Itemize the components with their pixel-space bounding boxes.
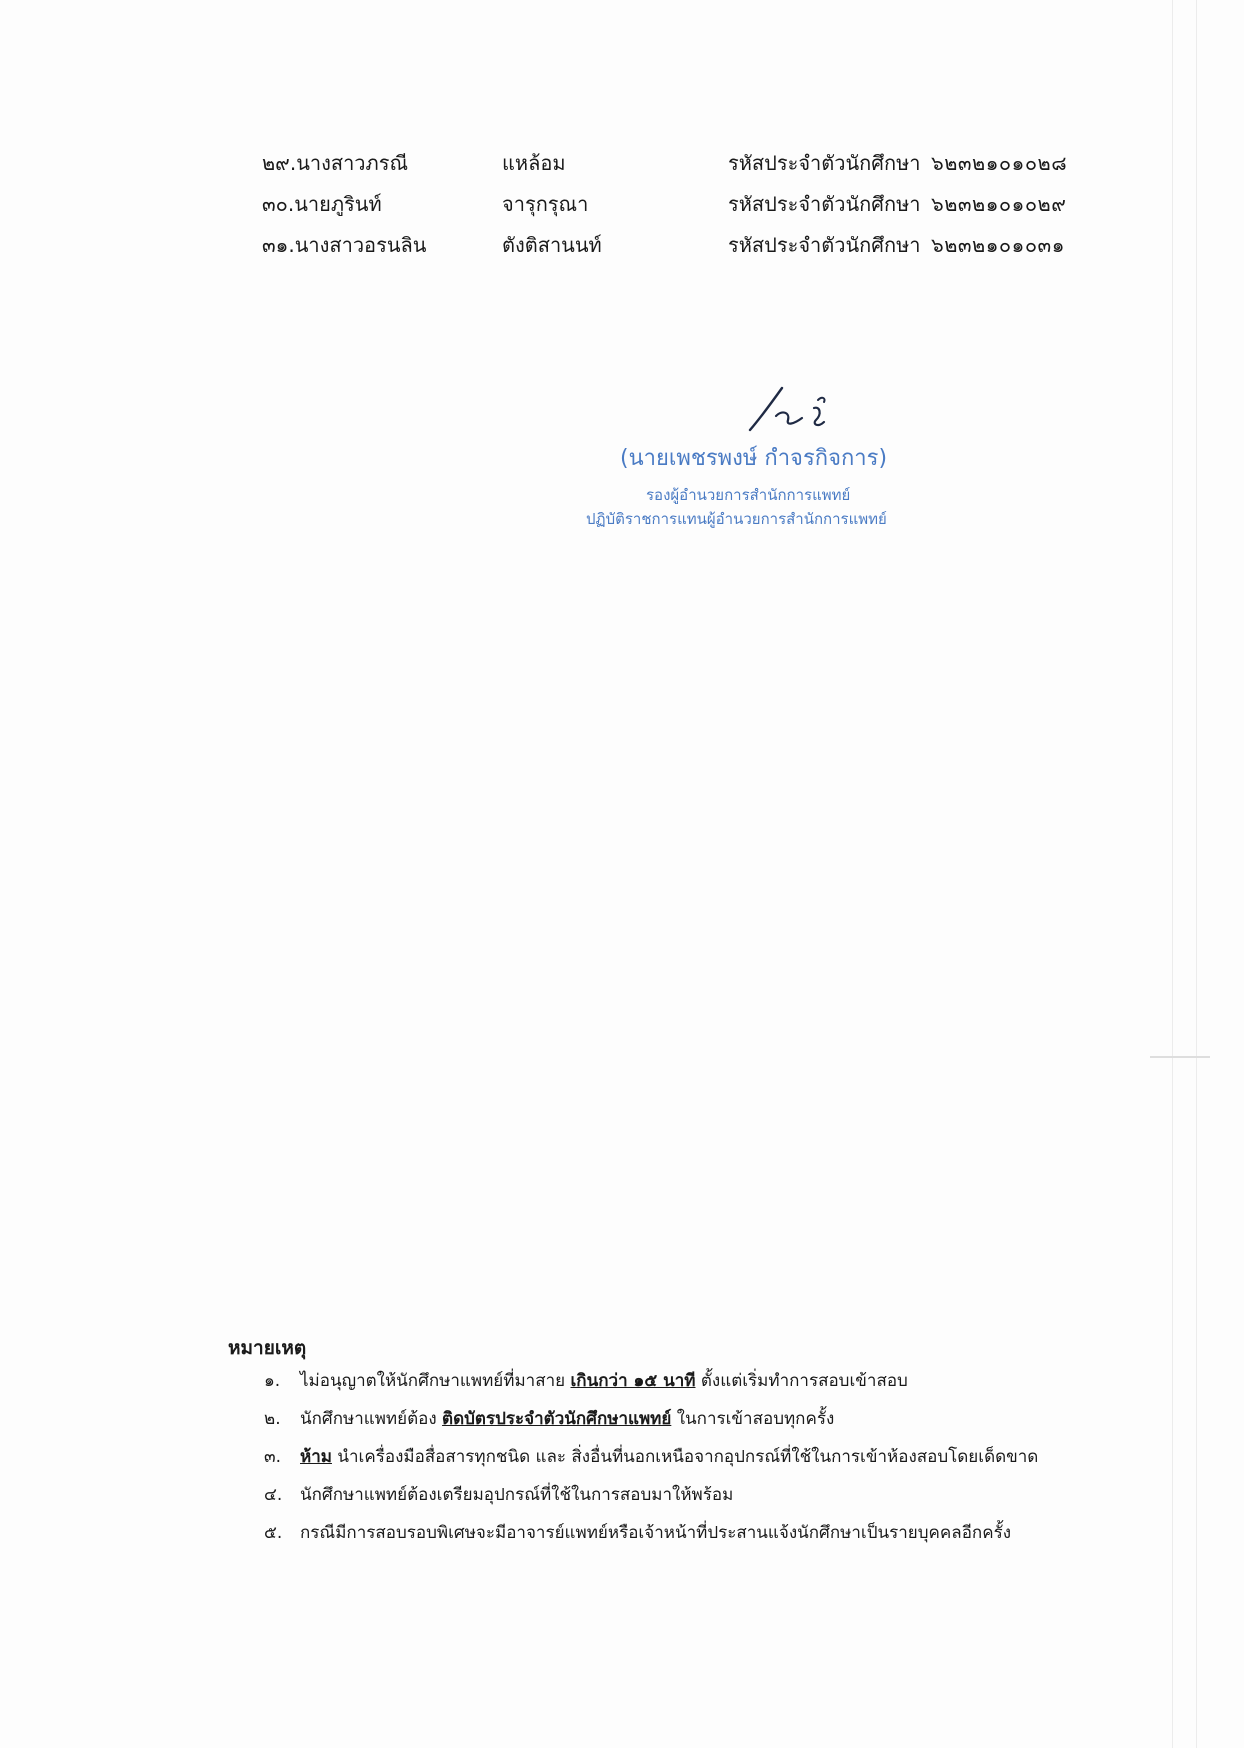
student-surname: แหล้อม	[502, 151, 566, 175]
student-row	[262, 189, 1102, 230]
remark-item	[264, 1404, 1124, 1442]
remarks-list	[264, 1366, 1124, 1556]
remark-emphasis: ติดบัตรประจำตัวนักศึกษาแพทย์	[442, 1409, 672, 1429]
remark-number: ๒.	[264, 1409, 281, 1429]
student-list	[262, 148, 1102, 271]
remarks-heading: หมายเหตุ	[228, 1337, 307, 1359]
signer-name: (นายเพชรพงษ์ กำจรกิจการ)	[620, 446, 888, 471]
remark-item	[264, 1366, 1124, 1404]
remark-number: ๕.	[264, 1523, 283, 1543]
handwritten-signature	[710, 372, 850, 438]
student-id-label: รหัสประจำตัวนักศึกษา	[728, 151, 921, 175]
student-name: ๓๑.นางสาวอรนลิน	[262, 233, 427, 257]
student-id-label: รหัสประจำตัวนักศึกษา	[728, 233, 921, 257]
remark-number: ๓.	[264, 1447, 282, 1467]
scan-edge-line	[1172, 0, 1173, 1748]
scan-edge-line	[1196, 0, 1197, 1748]
signer-acting-title: ปฏิบัติราชการแทนผู้อำนวยการสำนักการแพทย์	[586, 510, 887, 528]
remark-text	[300, 1404, 834, 1434]
student-id-number: ๖๒๓๒๑๐๑๐๒๘	[931, 151, 1068, 175]
remark-number: ๑.	[264, 1371, 281, 1391]
remark-text-after: นำเครื่องมือสื่อสารทุกชนิด และ สิ่งอื่นที่นอกเหนือจากอุปกรณ์ที่ใช้ในการเข้าห้องสอบโดยเด็ดขาด	[337, 1447, 1039, 1467]
remark-text-after: ในการเข้าสอบทุกครั้ง	[676, 1409, 835, 1429]
remark-emphasis: เกินกว่า ๑๕ นาที	[570, 1371, 696, 1391]
signer-title: รองผู้อำนวยการสำนักการแพทย์	[646, 486, 851, 504]
remark-text	[300, 1366, 908, 1396]
student-name: ๒๙.นางสาวภรณี	[262, 151, 409, 175]
student-id-number: ๖๒๓๒๑๐๑๐๒๙	[931, 192, 1067, 216]
student-surname: ตังติสานนท์	[502, 233, 602, 257]
remark-item	[264, 1442, 1124, 1480]
remark-text-before: ไม่อนุญาตให้นักศึกษาแพทย์ที่มาสาย	[300, 1371, 566, 1391]
remark-text: กรณีมีการสอบรอบพิเศษจะมีอาจารย์แพทย์หรือเจ้าหน้าที่ประสานแจ้งนักศึกษาเป็นรายบุคคลอีกครั้ง	[300, 1523, 1012, 1543]
scan-mark	[1150, 1056, 1210, 1058]
student-name: ๓๐.นายภูรินท์	[262, 192, 382, 216]
student-id-number: ๖๒๓๒๑๐๑๐๓๑	[931, 233, 1065, 257]
remark-text-before: นักศึกษาแพทย์ต้อง	[300, 1409, 437, 1429]
remark-emphasis: ห้าม	[300, 1447, 332, 1467]
remark-item	[264, 1518, 1124, 1556]
remark-number: ๔.	[264, 1485, 283, 1505]
remark-item	[264, 1480, 1124, 1518]
remark-text	[300, 1442, 1038, 1472]
student-surname: จารุกรุณา	[502, 192, 589, 216]
signature-block	[560, 372, 1000, 528]
remark-text: นักศึกษาแพทย์ต้องเตรียมอุปกรณ์ที่ใช้ในการสอบมาให้พร้อม	[300, 1485, 734, 1505]
student-row	[262, 230, 1102, 271]
student-row	[262, 148, 1102, 189]
remark-text-after: ตั้งแต่เริ่มทำการสอบเข้าสอบ	[700, 1371, 908, 1391]
student-id-label: รหัสประจำตัวนักศึกษา	[728, 192, 921, 216]
